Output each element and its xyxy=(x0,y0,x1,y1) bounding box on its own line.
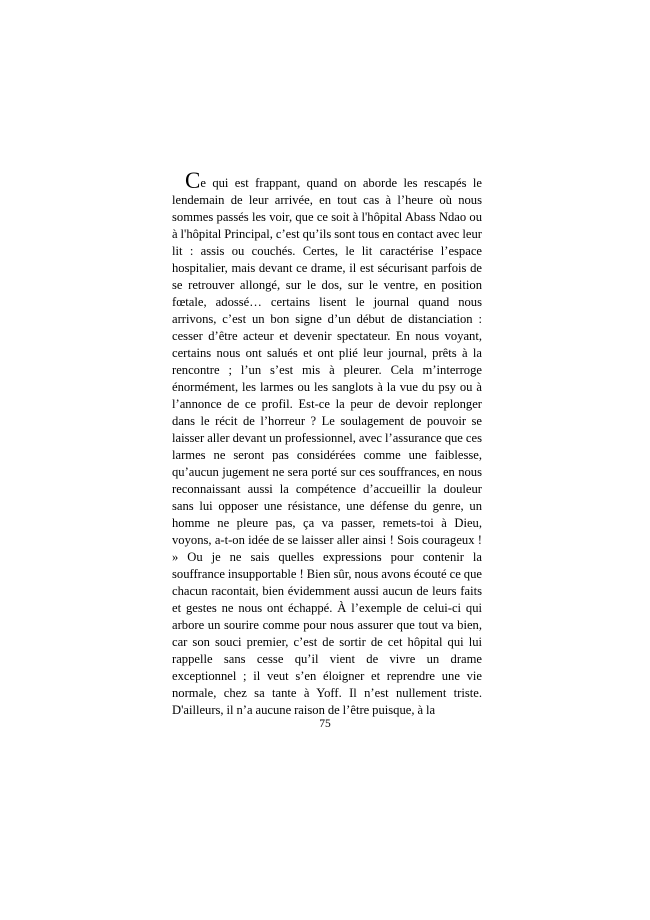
body-text xyxy=(172,168,482,719)
paragraph xyxy=(172,168,482,719)
page-number: 75 xyxy=(319,718,331,730)
drop-initial: C xyxy=(185,168,201,193)
paragraph-text: e qui est frappant, quand on aborde les rescapés le lendemain de leur arrivée, en tout cas à l’heure où nous sommes passés les voir, que ce soit à l'hôpital Abass Ndao ou à l'hôpital Principal, c’est qu’ils sont tous en contact avec leur lit : assis ou couchés. Certes, le lit caractérise l’espace hospitalier, mais devant ce drame, il est sécurisant parfois de se retrouver allongé, sur le dos, sur le ventre, en position fœtale, adossé… certains lisent le journal quand nous arrivons, c’est un bon signe d’un début de distanciation : cesser d’être acteur et devenir spectateur. En nous voyant, certains nous ont salués et ont plié leur journal, prêts à la rencontre ; l’un s’est mis à pleurer. Cela m’interroge énormément, les larmes ou les sanglots à la vue du psy ou à l’annonce de ce profil. Est-ce la peur de devoir replonger dans le récit de l’horreur ? Le soulagement de pouvoir se laisser aller devant un professionnel, avec l’assurance que ces larmes ne seront pas considérées comme une faiblesse, qu’aucun jugement ne sera porté sur ces souffrances, en nous reconnaissant aussi la compétence d’accueillir la douleur sans lui opposer une résistance, une défense du genre, un homme ne pleure pas, ça va passer, remets-toi à Dieu, voyons, a-t-on idée de se laisser aller ainsi ! Sois courageux ! » Ou je ne sais quelles expressions pour contenir la souffrance insupportable ! Bien sûr, nous avons écouté ce que chacun racontait, bien évidemment aussi aucun de leurs faits et gestes ne nous ont échappé. À l’exemple de celui-ci qui arbore un sourire comme pour nous assurer que tout va bien, car son souci premier, c’est de sortir de cet hôpital qui lui rappelle sans cesse qu’il vient de vivre un drame exceptionnel ; il veut s’en éloigner et reprendre une vie normale, chez sa tante à Yoff. Il n’est nullement triste. D'ailleurs, il n’a aucune raison de l’être puisque, à la xyxy=(172,176,482,717)
